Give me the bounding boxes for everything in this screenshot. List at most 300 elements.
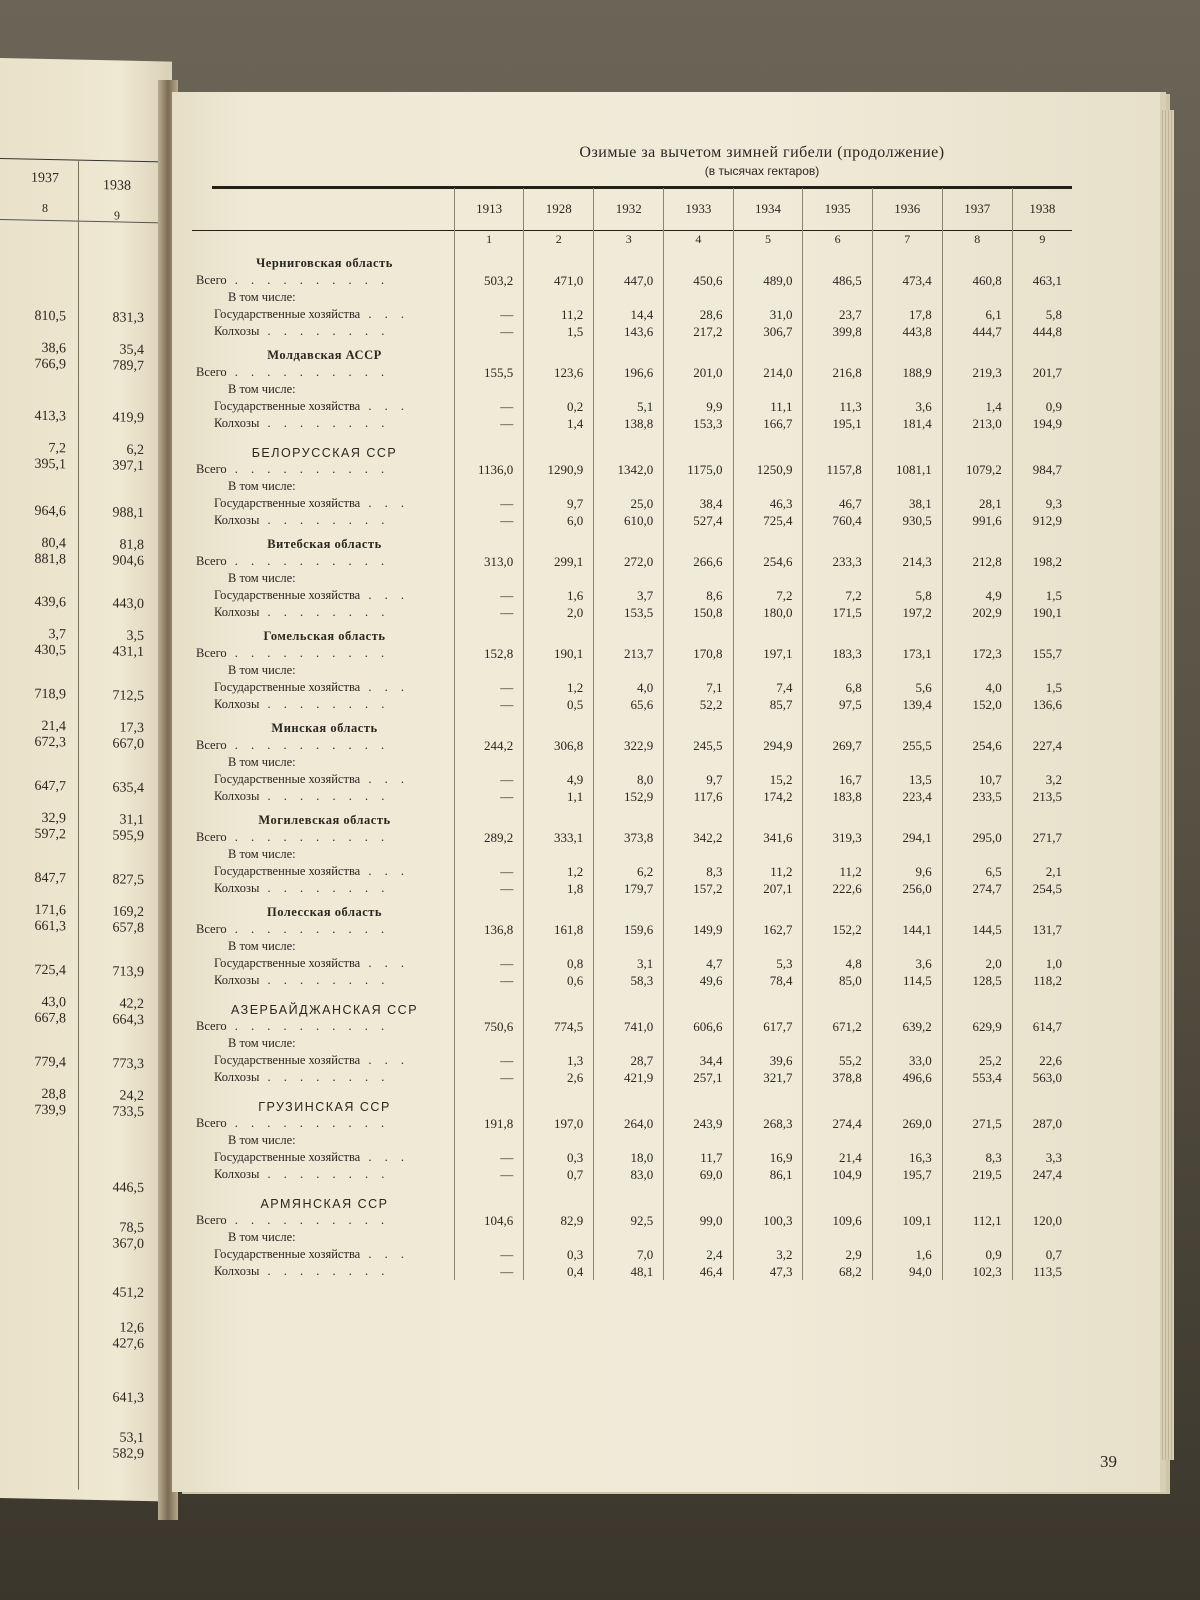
empty-cell <box>872 989 942 1018</box>
value-cell: 11,7 <box>664 1149 733 1166</box>
empty-cell <box>664 1183 733 1212</box>
value-cell: — <box>455 512 524 529</box>
left-col-index-8: 8 <box>42 200 48 216</box>
value-cell: 503,2 <box>455 272 524 289</box>
value-cell <box>733 846 803 863</box>
row-state <box>192 587 1072 604</box>
value-cell: 266,6 <box>664 553 733 570</box>
value-cell <box>942 754 1012 771</box>
value-cell <box>594 1132 664 1149</box>
value-cell <box>872 478 942 495</box>
row-label-text: Государственные хозяйства <box>214 307 361 321</box>
value-cell: — <box>455 1069 524 1086</box>
value-cell <box>872 570 942 587</box>
row-label-text: Государственные хозяйства <box>214 399 361 413</box>
empty-cell <box>594 1086 664 1115</box>
left-page-value: 446,5 <box>112 1180 144 1197</box>
row-total <box>192 272 1072 289</box>
left-page-value: 21,4 <box>41 718 66 735</box>
value-cell: 1290,9 <box>524 461 594 478</box>
value-cell: 197,2 <box>872 604 942 621</box>
value-cell: 38,4 <box>664 495 733 512</box>
left-page-value: 597,2 <box>34 826 66 843</box>
value-cell: 342,2 <box>664 829 733 846</box>
value-cell: 99,0 <box>664 1212 733 1229</box>
left-page-value: 12,6 <box>119 1320 144 1337</box>
row-label <box>192 1246 455 1263</box>
value-cell: 1081,1 <box>872 461 942 478</box>
value-cell: 1,2 <box>524 863 594 880</box>
value-cell: 11,2 <box>803 863 872 880</box>
value-cell <box>733 570 803 587</box>
value-cell: 112,1 <box>942 1212 1012 1229</box>
row-state <box>192 955 1072 972</box>
value-cell: 162,7 <box>733 921 803 938</box>
empty-cell <box>733 432 803 461</box>
value-cell: 421,9 <box>594 1069 664 1086</box>
value-cell: 750,6 <box>455 1018 524 1035</box>
value-cell <box>594 846 664 863</box>
row-label-text: Государственные хозяйства <box>214 496 361 510</box>
value-cell: — <box>455 1263 524 1280</box>
value-cell: 48,1 <box>594 1263 664 1280</box>
value-cell <box>803 1035 872 1052</box>
value-cell: — <box>455 306 524 323</box>
empty-cell <box>803 713 872 737</box>
empty-cell <box>455 1183 524 1212</box>
empty-cell <box>594 529 664 553</box>
row-kolkhoz <box>192 323 1072 340</box>
value-cell: — <box>455 972 524 989</box>
value-cell: 143,6 <box>594 323 664 340</box>
row-total <box>192 829 1072 846</box>
value-cell: 55,2 <box>803 1052 872 1069</box>
value-cell: 153,3 <box>664 415 733 432</box>
row-including <box>192 289 1072 306</box>
value-cell: 7,2 <box>803 587 872 604</box>
value-cell: 322,9 <box>594 737 664 754</box>
value-cell <box>594 1035 664 1052</box>
row-label <box>192 771 455 788</box>
value-cell: 9,9 <box>664 398 733 415</box>
value-cell <box>803 1132 872 1149</box>
empty-cell <box>455 432 524 461</box>
value-cell: 7,2 <box>733 587 803 604</box>
value-cell: 1,5 <box>1012 587 1072 604</box>
value-cell: 8,3 <box>664 863 733 880</box>
row-label <box>192 880 455 897</box>
value-cell: 233,5 <box>942 788 1012 805</box>
index-blank <box>192 231 455 249</box>
value-cell: 5,1 <box>594 398 664 415</box>
section-title: Молдавская АССР <box>267 348 382 362</box>
left-page-value: 367,0 <box>112 1236 144 1253</box>
value-cell: 774,5 <box>524 1018 594 1035</box>
value-cell: 373,8 <box>594 829 664 846</box>
leader-dots: . . . . . . . . . . <box>226 646 390 660</box>
value-cell: 254,5 <box>1012 880 1072 897</box>
value-cell: 639,2 <box>872 1018 942 1035</box>
row-including <box>192 1035 1072 1052</box>
value-cell <box>803 938 872 955</box>
value-cell: 319,3 <box>803 829 872 846</box>
value-cell: 49,6 <box>664 972 733 989</box>
value-cell <box>524 662 594 679</box>
value-cell: 68,2 <box>803 1263 872 1280</box>
value-cell: 3,7 <box>594 587 664 604</box>
value-cell <box>524 938 594 955</box>
value-cell <box>942 1035 1012 1052</box>
value-cell: 1175,0 <box>664 461 733 478</box>
value-cell: 486,5 <box>803 272 872 289</box>
empty-cell <box>733 1183 803 1212</box>
section-header-row <box>192 248 1072 272</box>
row-label <box>192 478 455 495</box>
section-header-row <box>192 1183 1072 1212</box>
value-cell: 117,6 <box>664 788 733 805</box>
row-total <box>192 1018 1072 1035</box>
value-cell: 28,6 <box>664 306 733 323</box>
empty-cell <box>733 1086 803 1115</box>
value-cell: 144,1 <box>872 921 942 938</box>
value-cell: 0,6 <box>524 972 594 989</box>
row-label <box>192 1263 455 1280</box>
empty-cell <box>664 897 733 921</box>
row-including <box>192 570 1072 587</box>
value-cell: 2,4 <box>664 1246 733 1263</box>
value-cell <box>524 381 594 398</box>
value-cell: 190,1 <box>524 645 594 662</box>
value-cell: 306,8 <box>524 737 594 754</box>
empty-cell <box>664 713 733 737</box>
value-cell: 289,2 <box>455 829 524 846</box>
value-cell: 34,4 <box>664 1052 733 1069</box>
row-label-text: В том числе: <box>228 571 296 585</box>
empty-cell <box>803 1183 872 1212</box>
left-page-value: 904,6 <box>112 553 144 570</box>
value-cell <box>594 478 664 495</box>
value-cell: 152,2 <box>803 921 872 938</box>
value-cell: 4,0 <box>594 679 664 696</box>
row-including <box>192 662 1072 679</box>
value-cell: 7,0 <box>594 1246 664 1263</box>
value-cell <box>942 846 1012 863</box>
row-label <box>192 495 455 512</box>
value-cell: 473,4 <box>872 272 942 289</box>
empty-cell <box>455 340 524 364</box>
row-label <box>192 1035 455 1052</box>
row-state <box>192 306 1072 323</box>
value-cell: 159,6 <box>594 921 664 938</box>
right-page <box>172 92 1160 1492</box>
leader-dots: . . . <box>360 956 409 970</box>
value-cell <box>524 570 594 587</box>
leader-dots: . . . . . . . . . . <box>226 273 390 287</box>
section-header-row <box>192 713 1072 737</box>
value-cell <box>1012 478 1072 495</box>
left-page-value: 35,4 <box>119 342 144 359</box>
section-title: Черниговская область <box>256 256 393 270</box>
left-page-value: 831,3 <box>112 310 144 327</box>
empty-cell <box>803 805 872 829</box>
value-cell: 489,0 <box>733 272 803 289</box>
empty-cell <box>1012 340 1072 364</box>
value-cell: 25,0 <box>594 495 664 512</box>
value-cell: 152,9 <box>594 788 664 805</box>
value-cell: 219,5 <box>942 1166 1012 1183</box>
empty-cell <box>594 1183 664 1212</box>
empty-cell <box>872 1086 942 1115</box>
value-cell <box>872 754 942 771</box>
value-cell: 21,4 <box>803 1149 872 1166</box>
value-cell: 196,6 <box>594 364 664 381</box>
value-cell: 269,0 <box>872 1115 942 1132</box>
value-cell: 244,2 <box>455 737 524 754</box>
value-cell <box>455 1035 524 1052</box>
leader-dots: . . . <box>360 399 409 413</box>
left-page-value <box>6 1283 66 1284</box>
value-cell: 341,6 <box>733 829 803 846</box>
section-header-row <box>192 805 1072 829</box>
leader-dots: . . . <box>360 680 409 694</box>
value-cell: 2,6 <box>524 1069 594 1086</box>
row-kolkhoz <box>192 696 1072 713</box>
value-cell: 9,7 <box>524 495 594 512</box>
value-cell: 3,2 <box>1012 771 1072 788</box>
value-cell: 460,8 <box>942 272 1012 289</box>
left-page-value: 667,0 <box>112 736 144 753</box>
value-cell: 741,0 <box>594 1018 664 1035</box>
value-cell: — <box>455 1052 524 1069</box>
value-cell: 183,8 <box>803 788 872 805</box>
empty-cell <box>733 621 803 645</box>
empty-cell <box>803 340 872 364</box>
value-cell: 256,0 <box>872 880 942 897</box>
table-subtitle: (в тысячах гектаров) <box>704 164 820 178</box>
value-cell: 83,0 <box>594 1166 664 1183</box>
label-column-header <box>192 188 455 231</box>
empty-cell <box>664 340 733 364</box>
value-cell: 471,0 <box>524 272 594 289</box>
leader-dots: . . . . . . . . <box>259 324 390 338</box>
row-label-text: Всего <box>196 462 227 476</box>
left-page-value: 78,5 <box>119 1220 144 1237</box>
left-page-value: 810,5 <box>34 308 66 325</box>
value-cell: — <box>455 415 524 432</box>
value-cell: 58,3 <box>594 972 664 989</box>
empty-cell <box>455 529 524 553</box>
value-cell <box>664 570 733 587</box>
row-label <box>192 461 455 478</box>
left-page-value: 53,1 <box>119 1430 144 1447</box>
value-cell: 553,4 <box>942 1069 1012 1086</box>
value-cell <box>455 754 524 771</box>
value-cell: 202,9 <box>942 604 1012 621</box>
row-label <box>192 553 455 570</box>
value-cell <box>803 754 872 771</box>
value-cell: 201,0 <box>664 364 733 381</box>
value-cell <box>664 381 733 398</box>
empty-cell <box>524 432 594 461</box>
value-cell: 444,7 <box>942 323 1012 340</box>
row-label-text: Всего <box>196 738 227 752</box>
value-cell: 3,6 <box>872 398 942 415</box>
value-cell: 5,8 <box>1012 306 1072 323</box>
row-label <box>192 1229 455 1246</box>
value-cell: 0,5 <box>524 696 594 713</box>
value-cell: 245,5 <box>664 737 733 754</box>
empty-cell <box>1012 432 1072 461</box>
section-header-row <box>192 621 1072 645</box>
value-cell: 82,9 <box>524 1212 594 1229</box>
leader-dots: . . . . . . . . . . <box>226 462 390 476</box>
value-cell: 6,0 <box>524 512 594 529</box>
empty-cell <box>942 1086 1012 1115</box>
value-cell: 213,5 <box>1012 788 1072 805</box>
value-cell: 219,3 <box>942 364 1012 381</box>
left-page-value: 32,9 <box>41 810 66 827</box>
value-cell <box>1012 381 1072 398</box>
left-page-value: 3,5 <box>126 628 144 645</box>
left-page-value: 713,9 <box>112 964 144 981</box>
value-cell: 118,2 <box>1012 972 1072 989</box>
left-page-value: 31,1 <box>119 812 144 829</box>
value-cell: 16,7 <box>803 771 872 788</box>
empty-cell <box>524 621 594 645</box>
row-state <box>192 679 1072 696</box>
row-total <box>192 461 1072 478</box>
empty-cell <box>1012 529 1072 553</box>
section-header-row <box>192 1086 1072 1115</box>
empty-cell <box>455 248 524 272</box>
empty-cell <box>803 529 872 553</box>
value-cell: 7,4 <box>733 679 803 696</box>
empty-cell <box>1012 1183 1072 1212</box>
value-cell: 233,3 <box>803 553 872 570</box>
empty-cell <box>455 897 524 921</box>
value-cell: 991,6 <box>942 512 1012 529</box>
left-col-index-9: 9 <box>114 208 120 223</box>
value-cell: 1,2 <box>524 679 594 696</box>
value-cell: 194,9 <box>1012 415 1072 432</box>
row-label <box>192 921 455 938</box>
leader-dots: . . . . . . . . . . <box>226 922 390 936</box>
left-page-value: 443,0 <box>112 596 144 613</box>
left-page-value: 431,1 <box>112 644 144 661</box>
empty-cell <box>524 989 594 1018</box>
value-cell: 1157,8 <box>803 461 872 478</box>
row-label-text: Всего <box>196 1116 227 1130</box>
value-cell: 3,1 <box>594 955 664 972</box>
value-cell <box>803 381 872 398</box>
value-cell: 271,7 <box>1012 829 1072 846</box>
section-title: Могилевская область <box>258 813 391 827</box>
value-cell: 155,7 <box>1012 645 1072 662</box>
value-cell: 17,8 <box>872 306 942 323</box>
empty-cell <box>872 248 942 272</box>
value-cell <box>733 1035 803 1052</box>
value-cell: 378,8 <box>803 1069 872 1086</box>
left-page-value: 430,5 <box>34 642 66 659</box>
value-cell: 295,0 <box>942 829 1012 846</box>
row-label <box>192 1212 455 1229</box>
value-cell: 207,1 <box>733 880 803 897</box>
value-cell: 198,2 <box>1012 553 1072 570</box>
value-cell: 257,1 <box>664 1069 733 1086</box>
value-cell: — <box>455 587 524 604</box>
section-title: Витебская область <box>267 537 382 551</box>
value-cell <box>733 938 803 955</box>
row-label <box>192 381 455 398</box>
left-page-value: 397,1 <box>112 458 144 475</box>
row-state <box>192 1246 1072 1263</box>
value-cell: 254,6 <box>733 553 803 570</box>
value-cell: 128,5 <box>942 972 1012 989</box>
col-header: 1937 <box>942 188 1012 231</box>
empty-cell <box>524 897 594 921</box>
row-label-text: В том числе: <box>228 663 296 677</box>
row-label <box>192 364 455 381</box>
section-header-row <box>192 432 1072 461</box>
value-cell: 214,3 <box>872 553 942 570</box>
value-cell <box>594 289 664 306</box>
table-body <box>192 248 1072 1280</box>
left-page-value: 657,8 <box>112 920 144 937</box>
empty-cell <box>872 1183 942 1212</box>
row-label <box>192 587 455 604</box>
empty-cell <box>1012 248 1072 272</box>
value-cell: 113,5 <box>1012 1263 1072 1280</box>
empty-cell <box>524 529 594 553</box>
value-cell <box>1012 1229 1072 1246</box>
row-kolkhoz <box>192 604 1072 621</box>
left-page-value: 3,7 <box>48 627 66 643</box>
value-cell: 152,8 <box>455 645 524 662</box>
left-col-header-1937: 1937 <box>31 170 59 187</box>
row-label-text: Колхозы <box>214 324 260 338</box>
value-cell: 11,1 <box>733 398 803 415</box>
value-cell: 16,9 <box>733 1149 803 1166</box>
value-cell <box>942 662 1012 679</box>
value-cell: 11,3 <box>803 398 872 415</box>
left-page-value: 395,1 <box>34 456 66 473</box>
row-label <box>192 570 455 587</box>
empty-cell <box>524 248 594 272</box>
value-cell: 287,0 <box>1012 1115 1072 1132</box>
empty-cell <box>524 340 594 364</box>
empty-cell <box>872 529 942 553</box>
value-cell: 152,0 <box>942 696 1012 713</box>
leader-dots: . . . . . . . . . . <box>226 1019 390 1033</box>
left-col-header-1938: 1938 <box>103 178 131 194</box>
value-cell <box>664 1035 733 1052</box>
value-cell: 614,7 <box>1012 1018 1072 1035</box>
empty-cell <box>803 989 872 1018</box>
value-cell: 172,3 <box>942 645 1012 662</box>
col-index: 3 <box>594 231 664 249</box>
value-cell: — <box>455 398 524 415</box>
value-cell: 4,0 <box>942 679 1012 696</box>
left-col-divider <box>78 160 79 1490</box>
value-cell: 606,6 <box>664 1018 733 1035</box>
row-label <box>192 863 455 880</box>
col-header: 1932 <box>594 188 664 231</box>
col-header: 1936 <box>872 188 942 231</box>
empty-cell <box>455 1086 524 1115</box>
value-cell: 463,1 <box>1012 272 1072 289</box>
empty-cell <box>733 805 803 829</box>
value-cell: 52,2 <box>664 696 733 713</box>
